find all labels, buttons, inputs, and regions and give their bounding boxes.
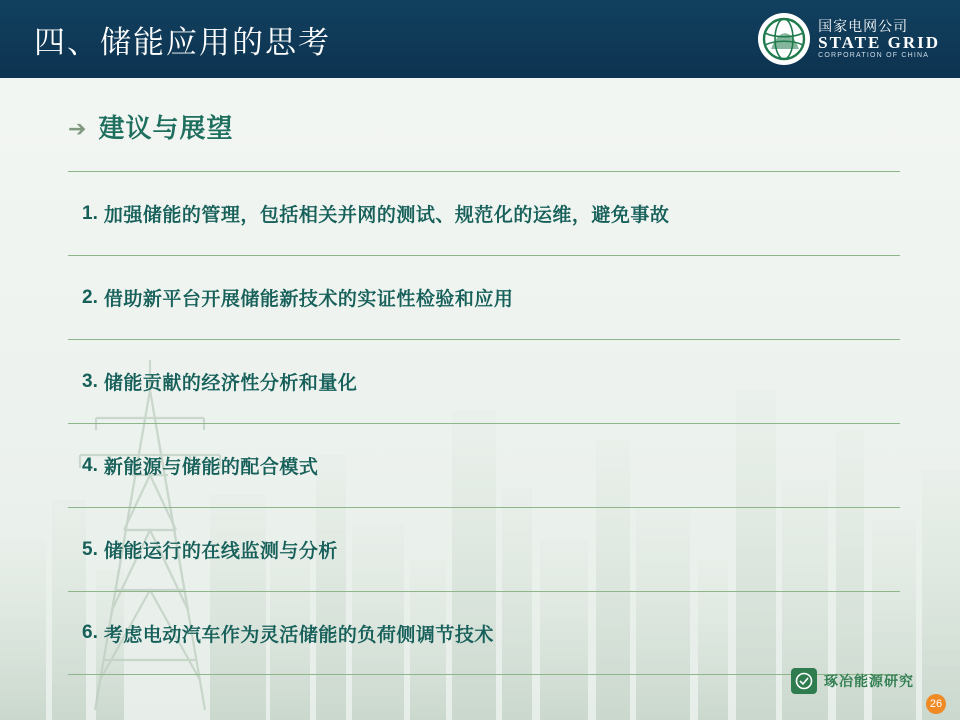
list-item bbox=[68, 507, 900, 591]
recommendation-list bbox=[68, 171, 900, 675]
arrow-right-icon: ➔ bbox=[68, 115, 87, 141]
list-item-text: 新能源与储能的配合模式 bbox=[103, 457, 319, 478]
section-title: 建议与展望 bbox=[98, 113, 234, 143]
watermark-stamp bbox=[791, 668, 914, 694]
list-item-text: 加强储能的管理，包括相关并网的测试、规范化的运维，避免事故 bbox=[103, 205, 670, 226]
list-item bbox=[68, 591, 900, 675]
list-item-text: 考虑电动汽车作为灵活储能的负荷侧调节技术 bbox=[103, 624, 494, 646]
list-item-text: 储能贡献的经济性分析和量化 bbox=[103, 373, 358, 394]
list-item bbox=[68, 339, 900, 423]
list-item-number: 5. bbox=[82, 538, 98, 560]
list-item-number: 3. bbox=[82, 370, 98, 392]
watermark-text: 琢冶能源研究 bbox=[824, 673, 914, 689]
list-item-text: 储能运行的在线监测与分析 bbox=[103, 541, 338, 562]
list-item-text: 借助新平台开展储能新技术的实证性检验和应用 bbox=[103, 289, 514, 310]
logo-company-en-sub: CORPORATION OF CHINA bbox=[818, 51, 930, 59]
list-item bbox=[68, 423, 900, 507]
slide-content bbox=[0, 78, 960, 720]
list-item-number: 6. bbox=[82, 622, 98, 643]
wechat-account-icon bbox=[791, 668, 817, 694]
logo-company-en: STATE GRID bbox=[818, 32, 940, 52]
state-grid-logo bbox=[758, 13, 946, 65]
page-title: 四、储能应用的思考 bbox=[34, 24, 331, 60]
list-item bbox=[68, 255, 900, 339]
logo-company-cn: 国家电网公司 bbox=[818, 18, 909, 35]
state-grid-globe-icon bbox=[758, 13, 810, 65]
slide-header bbox=[0, 0, 960, 78]
section-header bbox=[68, 108, 900, 145]
list-item bbox=[68, 171, 900, 255]
page-number-badge: 26 bbox=[926, 694, 946, 714]
logo-text-block bbox=[818, 19, 940, 59]
list-item-number: 1. bbox=[82, 202, 98, 224]
list-item-number: 2. bbox=[82, 286, 98, 308]
list-item-number: 4. bbox=[82, 454, 98, 476]
